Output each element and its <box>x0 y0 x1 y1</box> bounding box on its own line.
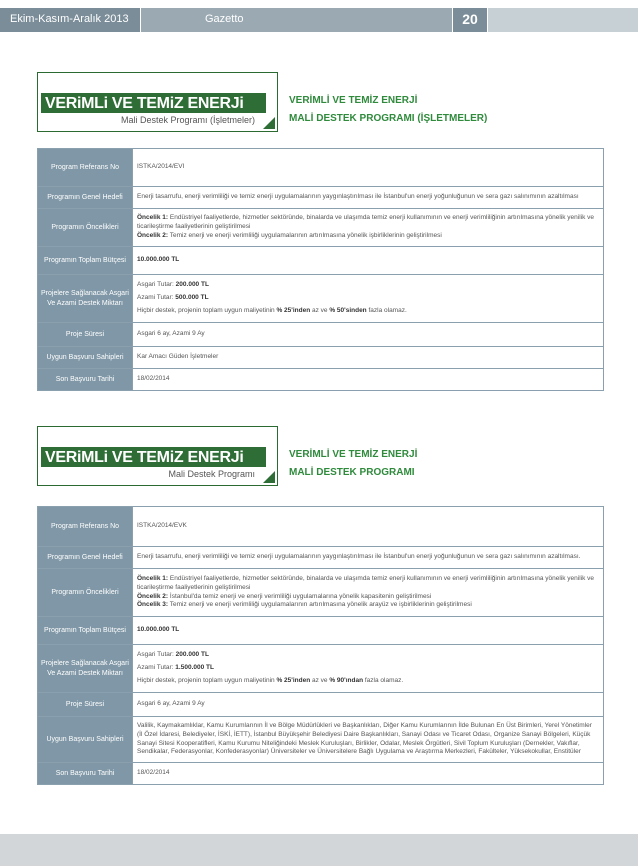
program-title-line2: MALİ DESTEK PROGRAMI <box>289 467 415 478</box>
banner-corner-triangle <box>263 117 275 129</box>
row-value-reference: ISTKA/2014/EVI <box>133 149 604 187</box>
table-row <box>38 369 604 391</box>
row-label-reference: Program Referans No <box>38 149 133 187</box>
row-value-eligible: Valilik, Kaymakamlıklar, Kamu Kurumlarının İl ve Bölge Müdürlükleri ve Başkanlıkları, Diğer Kamu Kurumlarının İlde Bulunan En Üst Birimleri, Yerel Yönetimler (İl Özel İdaresi, Belediyeler, İSKİ, İETT), İstanbul Büyükşehir Belediyesi Daire Başkanlıkları, Sanayi Odası ve Ticaret Odası, Organize Sanayi Bölgeleri, Küçük Sanayi Sitesi Kooperatifleri, Kamu Kurumu Niteliğindeki Meslek Kuruluşları, Birlikler, Odalar, Meslek Örgütleri, Sivil Toplum Kuruluşları (Dernekler, Vakıflar, Sendikalar, Federasyonlar, Konfederasyonlar) Üniversiteler ve Üniversitelere Bağlı Uygulama ve Araştırma Merkezleri, Fakülteler, Yüksekokullar, Enstitüler <box>133 717 604 763</box>
row-value-duration: Asgari 6 ay, Azami 9 Ay <box>133 323 604 347</box>
row-label-duration: Proje Süresi <box>38 693 133 717</box>
row-value-deadline: 18/02/2014 <box>133 369 604 391</box>
table-row <box>38 247 604 275</box>
banner-corner-triangle <box>263 471 275 483</box>
row-value-goal: Enerji tasarrufu, enerji verimliliği ve temiz enerji uygulamalarının yaygınlaştırılması ile İstanbul'un enerji yoğunluğunun ve sera gazı salınımının azaltılması. <box>133 547 604 569</box>
row-value-reference: ISTKA/2014/EVK <box>133 507 604 547</box>
priority-2: Öncelik 2: İstanbul'da temiz enerji ve enerji verimliliği uygulamalarına yönelik kapasitenin geliştirilmesi <box>137 592 432 600</box>
program-banner <box>37 426 278 486</box>
banner-title-box <box>41 447 266 467</box>
row-value-eligible: Kar Amacı Güden İşletmeler <box>133 347 604 369</box>
row-label-support: Projelere Sağlanacak Asgari Ve Azami Destek Miktarı <box>38 645 133 693</box>
row-value-budget: 10.000.000 TL <box>133 617 604 645</box>
support-max: Azami Tutar: 500.000 TL <box>137 294 209 302</box>
table-row <box>38 275 604 323</box>
banner-subtitle: Mali Destek Programı (İşletmeler) <box>120 115 255 125</box>
row-value-support <box>133 645 604 693</box>
header-segment-end <box>488 8 638 32</box>
row-value-deadline: 18/02/2014 <box>133 763 604 785</box>
support-min: Asgari Tutar: 200.000 TL <box>137 281 209 289</box>
table-row <box>38 507 604 547</box>
table-row <box>38 187 604 209</box>
priority-2: Öncelik 2: Temiz enerji ve enerji verimliliği uygulamalarının artırılmasına yönelik işbirliklerinin geliştirilmesi <box>137 231 442 239</box>
row-label-goal: Programın Genel Hedefi <box>38 187 133 209</box>
banner-subtitle: Mali Destek Programı <box>168 469 255 479</box>
row-value-priorities <box>133 569 604 617</box>
priority-1: Öncelik 1: Endüstriyel faaliyetlerde, hizmetler sektöründe, binalarda ve ulaşımda temiz enerji kullanımının ve enerji verimliliğinin artırılmasına yönelik yenilik ve ticarileştirme faaliyetlerinin geliştirilmesi <box>137 574 595 591</box>
row-value-duration: Asgari 6 ay, Azami 9 Ay <box>133 693 604 717</box>
row-label-reference: Program Referans No <box>38 507 133 547</box>
row-value-budget: 10.000.000 TL <box>133 247 604 275</box>
row-label-eligible: Uygun Başvuru Sahipleri <box>38 347 133 369</box>
program-title-line1: VERİMLİ VE TEMİZ ENERJİ <box>289 95 418 106</box>
program-info-table <box>37 148 604 391</box>
table-row <box>38 717 604 763</box>
header-segment-title <box>141 8 452 32</box>
row-label-deadline: Son Başvuru Tarihi <box>38 369 133 391</box>
page-footer-bar <box>0 834 638 866</box>
magazine-name: Gazetto <box>205 13 244 25</box>
program-banner <box>37 72 278 132</box>
issue-date: Ekim-Kasım-Aralık 2013 <box>10 13 129 25</box>
table-row <box>38 763 604 785</box>
table-row <box>38 617 604 645</box>
table-row <box>38 547 604 569</box>
row-label-budget: Programın Toplam Bütçesi <box>38 247 133 275</box>
priority-1: Öncelik 1: Endüstriyel faaliyetlerde, hizmetler sektöründe, binalarda ve ulaşımda temiz enerji kullanımının ve enerji verimliliğinin artırılmasına yönelik yenilik ve ticarileştirme faaliyetlerinin geliştirilmesi <box>137 214 595 231</box>
page-header <box>0 0 638 38</box>
table-row <box>38 149 604 187</box>
program-info-table <box>37 506 604 785</box>
row-value-priorities <box>133 209 604 247</box>
row-label-deadline: Son Başvuru Tarihi <box>38 763 133 785</box>
table-row <box>38 209 604 247</box>
table-row <box>38 323 604 347</box>
page-number: 20 <box>462 11 478 27</box>
row-label-goal: Programın Genel Hedefi <box>38 547 133 569</box>
banner-title: VERiMLi VE TEMiZ ENERJi <box>45 95 244 112</box>
table-row <box>38 693 604 717</box>
program-title-line2: MALİ DESTEK PROGRAMI (İŞLETMELER) <box>289 113 488 124</box>
table-row <box>38 569 604 617</box>
row-label-duration: Proje Süresi <box>38 323 133 347</box>
support-note: Hiçbir destek, projenin toplam uygun maliyetinin % 25'inden az ve % 50'sinden fazla olamaz. <box>137 306 407 314</box>
support-max: Azami Tutar: 1.500.000 TL <box>137 664 214 672</box>
table-row <box>38 645 604 693</box>
row-label-priorities: Programın Öncelikleri <box>38 569 133 617</box>
program-heading <box>289 449 417 478</box>
program-title-line1: VERİMLİ VE TEMİZ ENERJİ <box>289 449 418 460</box>
support-min: Asgari Tutar: 200.000 TL <box>137 651 209 659</box>
row-value-goal: Enerji tasarrufu, enerji verimliliği ve temiz enerji uygulamalarının yaygınlaştırılması ile İstanbul'un enerji yoğunluğunun ve sera gazı salınımının azaltılması <box>133 187 604 209</box>
banner-title-box <box>41 93 266 113</box>
program-heading <box>289 95 487 124</box>
row-label-support: Projelere Sağlanacak Asgari Ve Azami Destek Miktarı <box>38 275 133 323</box>
support-note: Hiçbir destek, projenin toplam uygun maliyetinin % 25'inden az ve % 90'ından fazla olamaz. <box>137 676 404 684</box>
row-value-support <box>133 275 604 323</box>
row-label-priorities: Programın Öncelikleri <box>38 209 133 247</box>
row-label-budget: Programın Toplam Bütçesi <box>38 617 133 645</box>
banner-title: VERiMLi VE TEMiZ ENERJi <box>45 449 244 466</box>
table-row <box>38 347 604 369</box>
row-label-eligible: Uygun Başvuru Sahipleri <box>38 717 133 763</box>
priority-3: Öncelik 3: Temiz enerji ve enerji verimliliği uygulamalarının artırılmasına yönelik arayüz ve işbirliklerinin geliştirilmesi <box>137 601 472 609</box>
